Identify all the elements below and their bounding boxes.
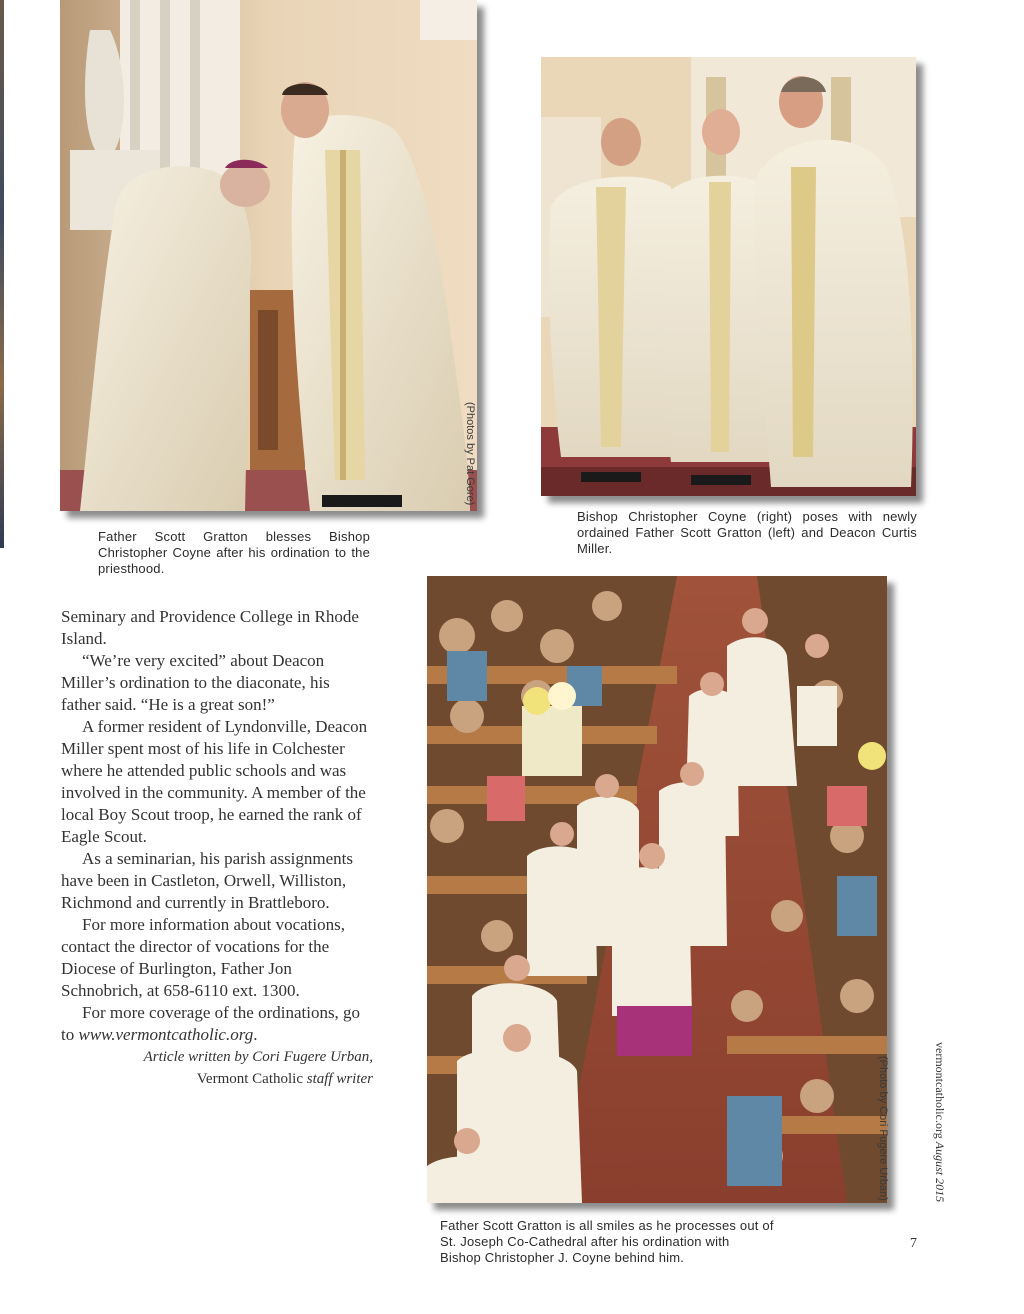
article-paragraph: A former resident of Lyndonville, Deacon Miller spent most of his life in Colchester where he attended public schools and was involved in the community. A member of the local Boy Scout troop, he earned the rank of Eagle Scout. [61, 717, 368, 846]
photo-procession-caption-line-1: Father Scott Gratton is all smiles as he processes out of [440, 1218, 774, 1233]
photo-blessing-credit: (Photos by Pat Gore) [464, 402, 476, 506]
folio-issue: August 2015 [933, 1141, 947, 1203]
article-paragraph: For more information about vocations, contact the director of vocations for the Diocese of Burlington, Father Jon Schnobrich, at 658-6110 ext. 1300. [61, 915, 345, 1000]
byline-role: staff writer [306, 1071, 373, 1087]
photo-procession-credit: (Photo by Cori Fugere Urban) [877, 1056, 889, 1201]
photo-procession-image [427, 576, 887, 1203]
article-paragraph: “We’re very excited” about Deacon Miller’s ordination to the diaconate, his father said. “He is a great son!” [61, 651, 330, 714]
article-paragraph: As a seminarian, his parish assignments have been in Castleton, Orwell, Williston, Richmond and currently in Brattleboro. [61, 849, 354, 912]
photo-blessing-caption: Father Scott Gratton blesses Bishop Christopher Coyne after his ordination to the priesthood. [98, 529, 370, 576]
article-body [61, 606, 373, 1090]
closing-text: For more coverage of the ordinations, go to [61, 1003, 361, 1044]
article-closing-paragraph [61, 1002, 373, 1046]
byline-author: Article written by Cori Fugere Urban, [143, 1049, 373, 1065]
photo-procession [427, 576, 887, 1203]
byline-org: Vermont Catholic [196, 1071, 303, 1087]
photo-blessing-image [60, 0, 477, 511]
photo-blessing [60, 0, 477, 511]
website-link[interactable]: www.vermontcatholic.org [78, 1025, 254, 1044]
photo-procession-caption [440, 1218, 812, 1266]
photo-procession-caption-line-2: St. Joseph Co-Cathedral after his ordination with [440, 1234, 730, 1249]
photo-group-portrait-image [541, 57, 916, 496]
side-folio [932, 1042, 947, 1203]
adjacent-page-edge [0, 0, 4, 548]
photo-group-portrait-caption: Bishop Christopher Coyne (right) poses with newly ordained Father Scott Gratton (left) and Deacon Curtis Miller. [577, 509, 917, 556]
page-number: 7 [910, 1236, 917, 1251]
photo-group-portrait [541, 57, 916, 496]
photo-procession-caption-line-3: Bishop Christopher J. Coyne behind him. [440, 1250, 685, 1265]
folio-site: vermontcatholic.org [933, 1042, 947, 1139]
byline [61, 1046, 373, 1090]
article-paragraph: Seminary and Providence College in Rhode Island. [61, 607, 359, 648]
closing-period: . [253, 1025, 258, 1044]
